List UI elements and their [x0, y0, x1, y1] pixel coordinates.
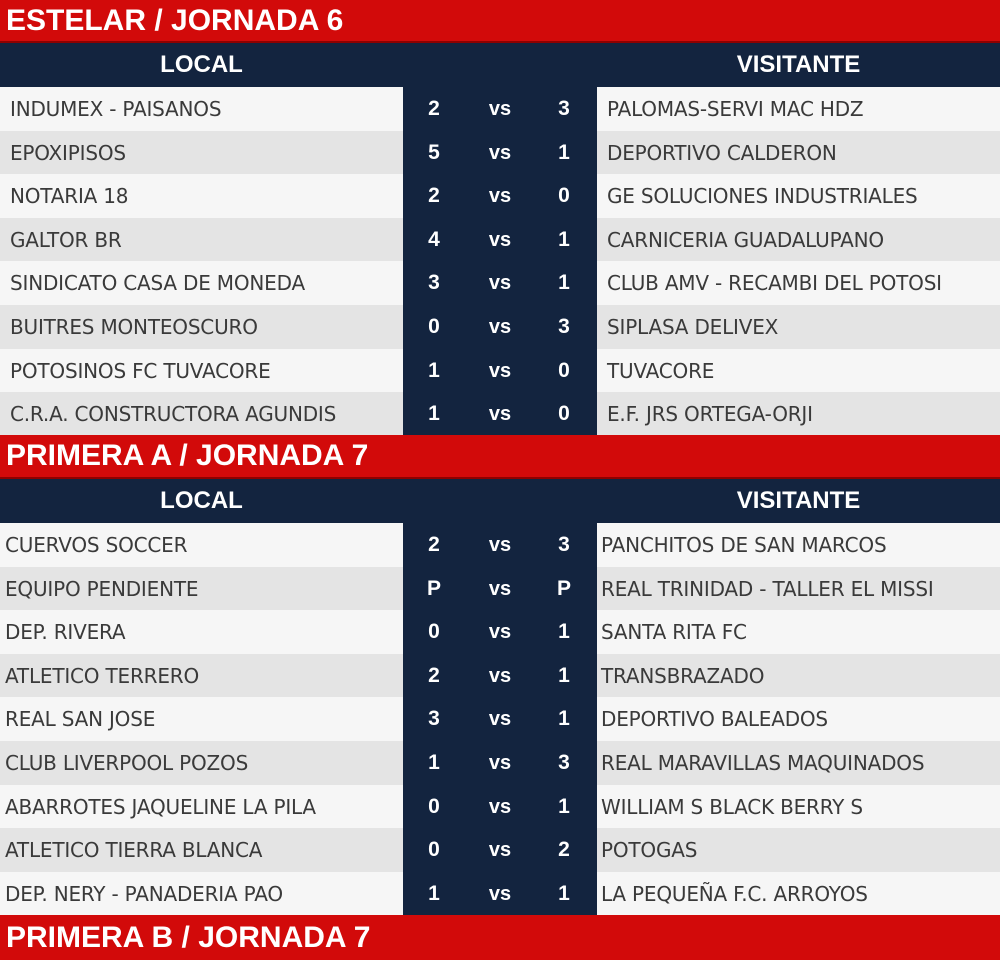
away-score: 3: [558, 315, 570, 338]
away-team: GE SOLUCIONES INDUSTRIALES: [597, 174, 1000, 218]
away-score: 1: [558, 140, 570, 164]
section-title-estelar: ESTELAR / JORNADA 6: [0, 0, 1000, 43]
score-cell: [403, 305, 597, 349]
home-team: EQUIPO PENDIENTE: [0, 567, 403, 611]
table-row: [0, 741, 1000, 785]
home-team: NOTARIA 18: [0, 174, 403, 218]
table-row: [0, 697, 1000, 741]
vs-label: vs: [488, 621, 512, 644]
home-team: ABARROTES JAQUELINE LA PILA: [0, 785, 403, 829]
table-row: [0, 174, 1000, 218]
table-row: [0, 610, 1000, 654]
local-header: LOCAL: [160, 487, 243, 514]
away-score: 3: [558, 97, 570, 120]
score-cell: [403, 872, 597, 916]
table-row: [0, 218, 1000, 262]
away-team: TRANSBRAZADO: [597, 654, 1000, 698]
away-score: 3: [558, 533, 570, 556]
away-team: SIPLASA DELIVEX: [597, 305, 1000, 349]
home-score: 1: [428, 881, 440, 905]
score-cell: [403, 697, 597, 741]
score-cell: [403, 610, 597, 654]
away-team: CLUB AMV - RECAMBI DEL POTOSI: [597, 261, 1000, 305]
home-team: DEP. RIVERA: [0, 610, 403, 654]
away-score: 1: [558, 707, 570, 731]
table-row: [0, 87, 1000, 131]
vs-label: vs: [488, 882, 512, 905]
table-header: [0, 43, 1000, 87]
home-team: INDUMEX - PAISANOS: [0, 87, 403, 131]
score-cell: [403, 785, 597, 829]
away-team: REAL MARAVILLAS MAQUINADOS: [597, 741, 1000, 785]
home-team: POTOSINOS FC TUVACORE: [0, 349, 403, 393]
score-cell: [403, 523, 597, 567]
visitor-header: VISITANTE: [736, 51, 861, 78]
table-row: [0, 131, 1000, 175]
away-team: POTOGAS: [597, 828, 1000, 872]
score-cell: [403, 174, 597, 218]
away-team: LA PEQUEÑA F.C. ARROYOS: [597, 872, 1000, 916]
home-score: 1: [428, 751, 440, 774]
table-row: [0, 567, 1000, 611]
home-team: REAL SAN JOSE: [0, 697, 403, 741]
home-team: CUERVOS SOCCER: [0, 523, 403, 567]
home-score: 2: [428, 97, 440, 120]
score-cell: [403, 87, 597, 131]
away-score: 0: [558, 184, 570, 208]
away-team: WILLIAM S BLACK BERRY S: [597, 785, 1000, 829]
table-row: [0, 392, 1000, 436]
home-team: EPOXIPISOS: [0, 131, 403, 175]
home-score: 0: [428, 620, 440, 644]
home-team: SINDICATO CASA DE MONEDA: [0, 261, 403, 305]
home-score: 2: [428, 533, 440, 556]
away-score: 1: [558, 794, 570, 818]
score-cell: [403, 218, 597, 262]
score-cell: [403, 654, 597, 698]
vs-label: vs: [488, 795, 512, 818]
home-score: 2: [428, 663, 440, 687]
away-team: CARNICERIA GUADALUPANO: [597, 218, 1000, 262]
visitor-header: VISITANTE: [736, 487, 861, 514]
table-row: [0, 349, 1000, 393]
score-cell: [403, 567, 597, 611]
home-score: 4: [428, 227, 440, 251]
table-row: [0, 828, 1000, 872]
vs-label: vs: [488, 708, 512, 731]
table-row: [0, 523, 1000, 567]
home-score: 2: [428, 184, 440, 208]
home-team: ATLETICO TIERRA BLANCA: [0, 828, 403, 872]
local-header: LOCAL: [160, 51, 243, 78]
away-score: 1: [558, 620, 570, 644]
away-team: PALOMAS-SERVI MAC HDZ: [597, 87, 1000, 131]
home-score: 0: [428, 794, 440, 818]
away-team: PANCHITOS DE SAN MARCOS: [597, 523, 1000, 567]
section-title-primera-a: PRIMERA A / JORNADA 7: [0, 435, 1000, 479]
home-score: P: [426, 576, 441, 600]
home-score: 1: [428, 358, 440, 382]
away-team: DEPORTIVO BALEADOS: [597, 697, 1000, 741]
score-cell: [403, 741, 597, 785]
home-team: C.R.A. CONSTRUCTORA AGUNDIS: [0, 392, 403, 436]
home-score: 0: [428, 315, 440, 338]
vs-label: vs: [488, 228, 512, 251]
score-cell: [403, 828, 597, 872]
section-title-primera-b: PRIMERA B / JORNADA 7: [0, 915, 1000, 960]
home-team: DEP. NERY - PANADERIA PAO: [0, 872, 403, 916]
away-team: SANTA RITA FC: [597, 610, 1000, 654]
score-cell: [403, 349, 597, 393]
away-team: DEPORTIVO CALDERON: [597, 131, 1000, 175]
home-team: ATLETICO TERRERO: [0, 654, 403, 698]
table-row: [0, 872, 1000, 916]
vs-label: vs: [488, 403, 512, 426]
vs-label: vs: [488, 664, 512, 687]
table-row: [0, 261, 1000, 305]
table-row: [0, 785, 1000, 829]
away-score: 1: [558, 271, 570, 295]
vs-label: vs: [488, 98, 512, 120]
away-score: 1: [558, 227, 570, 251]
score-cell: [403, 261, 597, 305]
home-team: BUITRES MONTEOSCURO: [0, 305, 403, 349]
away-score: 0: [558, 402, 570, 426]
table-row: [0, 305, 1000, 349]
away-score: 1: [558, 663, 570, 687]
vs-label: vs: [488, 534, 512, 556]
away-score: 3: [558, 751, 570, 774]
home-score: 5: [428, 140, 440, 164]
home-team: GALTOR BR: [0, 218, 403, 262]
away-team: REAL TRINIDAD - TALLER EL MISSI: [597, 567, 1000, 611]
table-header: [0, 479, 1000, 523]
home-team: CLUB LIVERPOOL POZOS: [0, 741, 403, 785]
score-cell: [403, 392, 597, 436]
vs-label: vs: [488, 359, 512, 382]
away-score: 0: [558, 358, 570, 382]
vs-label: vs: [488, 577, 512, 600]
away-score: 1: [558, 881, 570, 905]
score-cell: [403, 131, 597, 175]
vs-label: vs: [488, 141, 512, 164]
away-team: E.F. JRS ORTEGA-ORJI: [597, 392, 1000, 436]
away-score: P: [556, 576, 571, 600]
vs-label: vs: [488, 316, 512, 338]
home-score: 3: [428, 271, 440, 295]
home-score: 0: [428, 838, 440, 862]
table-row: [0, 654, 1000, 698]
vs-label: vs: [488, 839, 512, 862]
vs-label: vs: [488, 272, 512, 295]
away-score: 2: [558, 838, 570, 862]
home-score: 3: [428, 707, 440, 731]
vs-label: vs: [488, 185, 512, 208]
home-score: 1: [428, 402, 440, 426]
away-team: TUVACORE: [597, 349, 1000, 393]
vs-label: vs: [488, 752, 512, 774]
